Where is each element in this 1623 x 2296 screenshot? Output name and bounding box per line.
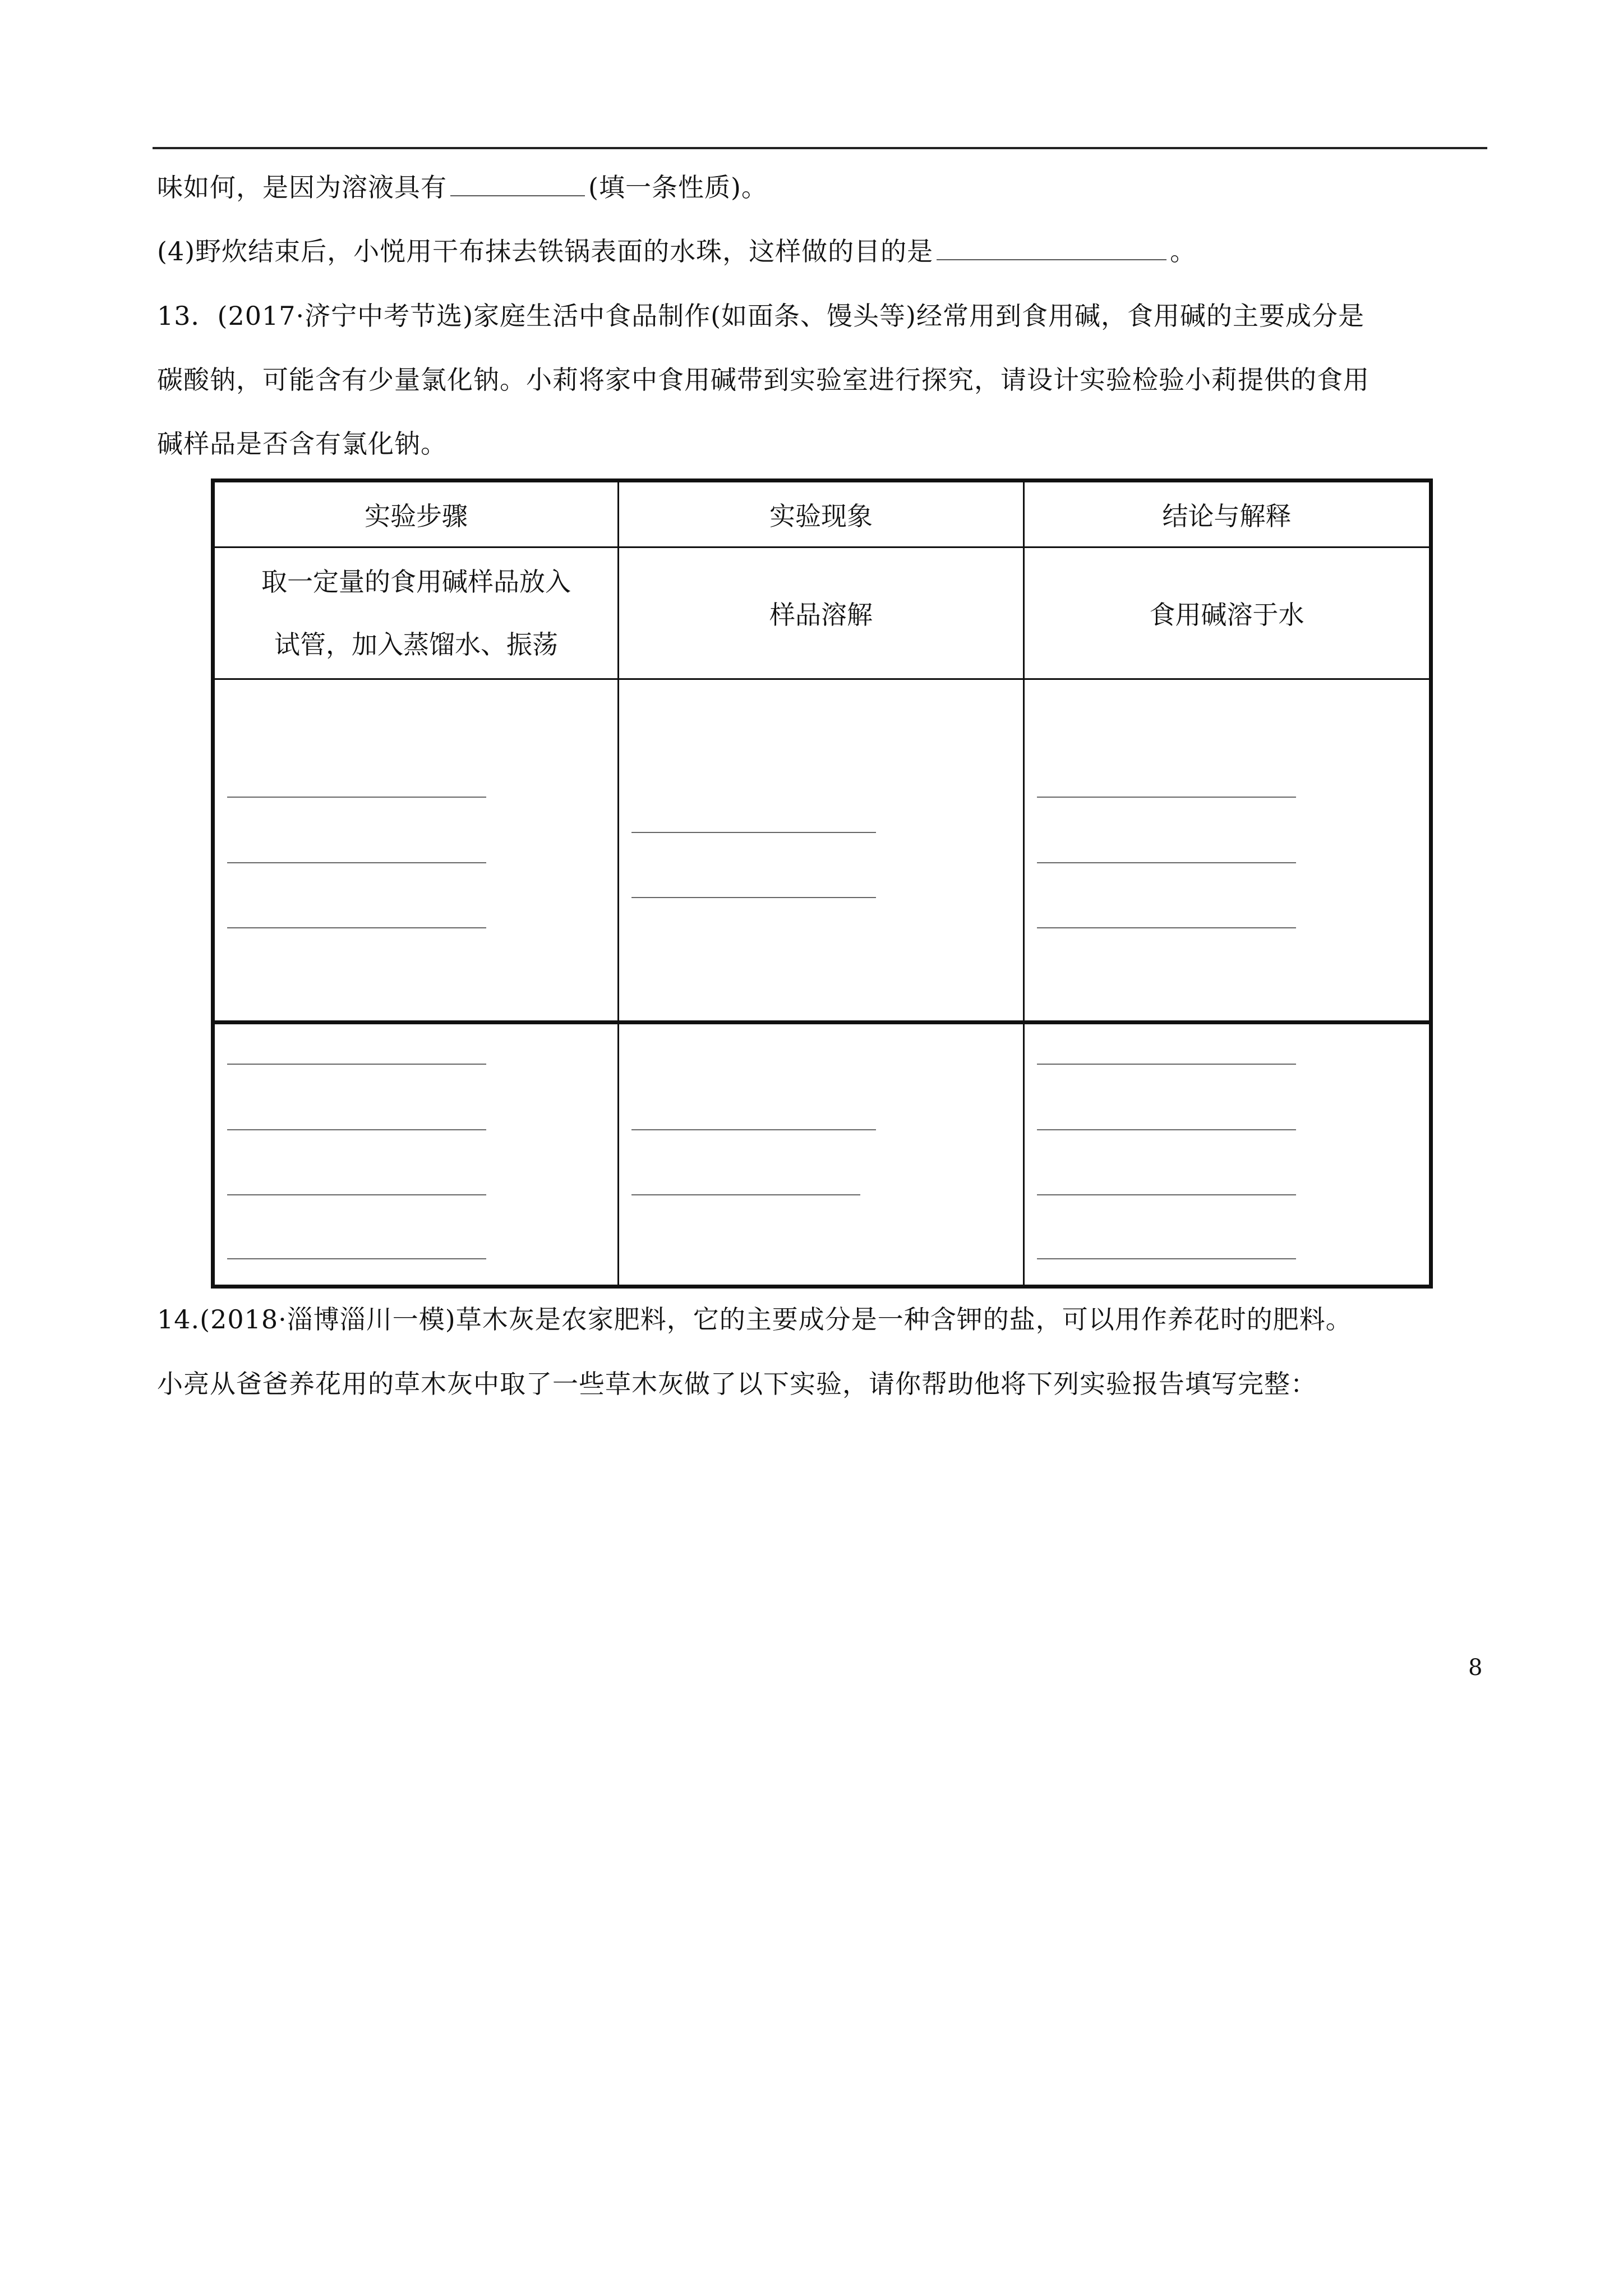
question-13-line-2: 碳酸钠，可能含有少量氯化钠。小莉将家中食用碱带到实验室进行探究，请设计实验检验小莉提供的食用 bbox=[157, 365, 1370, 395]
table-header-row bbox=[213, 481, 1431, 547]
fill-line[interactable] bbox=[631, 1129, 876, 1130]
text-segment: 味如何，是因为溶液具有 bbox=[157, 172, 447, 203]
fill-line[interactable] bbox=[227, 1064, 486, 1065]
header-cell-phenomenon: 实验现象 bbox=[619, 481, 1024, 547]
question-14-line-2: 小亮从爸爸养花用的草木灰中取了一些草木灰做了以下实验，请你帮助他将下列实验报告填写完整： bbox=[157, 1369, 1317, 1399]
cell-step-blank[interactable] bbox=[213, 679, 619, 1023]
page-number: 8 bbox=[1468, 1655, 1483, 1681]
fill-line[interactable] bbox=[227, 1129, 486, 1130]
fill-line[interactable] bbox=[631, 1194, 860, 1195]
text-line-1 bbox=[157, 171, 768, 204]
cell-conclusion-blank[interactable] bbox=[1024, 679, 1431, 1023]
fill-line[interactable] bbox=[227, 862, 486, 863]
step-text-line: 取一定量的食用碱样品放入 bbox=[261, 567, 571, 597]
fill-line[interactable] bbox=[227, 797, 486, 798]
cell-conclusion-blank[interactable] bbox=[1024, 1023, 1431, 1287]
cell-phenomenon-given: 样品溶解 bbox=[619, 547, 1024, 679]
answer-blank[interactable] bbox=[450, 171, 585, 196]
fill-line[interactable] bbox=[631, 832, 876, 833]
fill-line[interactable] bbox=[1037, 927, 1296, 928]
cell-phenomenon-blank[interactable] bbox=[619, 679, 1024, 1023]
answer-blank[interactable] bbox=[937, 234, 1166, 260]
fill-line[interactable] bbox=[1037, 862, 1296, 863]
fill-line[interactable] bbox=[1037, 1064, 1296, 1065]
question-14-line-1: 14.(2018·淄博淄川一模)草木灰是农家肥料，它的主要成分是一种含钾的盐，可以用作养花时的肥料。 bbox=[157, 1304, 1352, 1335]
fill-line[interactable] bbox=[227, 1194, 486, 1195]
question-13-line-1: 13．(2017·济宁中考节选)家庭生活中食品制作(如面条、馒头等)经常用到食用碱，食用碱的主要成分是 bbox=[157, 301, 1365, 331]
header-cell-steps: 实验步骤 bbox=[213, 481, 619, 547]
fill-line[interactable] bbox=[1037, 1194, 1296, 1195]
fill-line[interactable] bbox=[227, 927, 486, 928]
fill-line[interactable] bbox=[1037, 1129, 1296, 1130]
cell-conclusion-given: 食用碱溶于水 bbox=[1024, 547, 1431, 679]
table-row-blank-1 bbox=[213, 679, 1431, 1023]
step-text-line: 试管，加入蒸馏水、振荡 bbox=[274, 629, 558, 660]
cell-step-blank[interactable] bbox=[213, 1023, 619, 1287]
cell-phenomenon-blank[interactable] bbox=[619, 1023, 1024, 1287]
table-row-given bbox=[213, 547, 1431, 679]
question-13-line-3: 碱样品是否含有氯化钠。 bbox=[157, 429, 447, 459]
text-segment: (填一条性质)。 bbox=[588, 172, 768, 203]
text-segment: (4)野炊结束后，小悦用干布抹去铁锅表面的水珠，这样做的目的是 bbox=[157, 236, 934, 266]
header-cell-conclusion: 结论与解释 bbox=[1024, 481, 1431, 547]
text-segment: 。 bbox=[1170, 236, 1197, 266]
table-row-blank-2 bbox=[213, 1023, 1431, 1287]
fill-line[interactable] bbox=[631, 897, 876, 898]
cell-step-given bbox=[213, 547, 619, 679]
text-line-2 bbox=[157, 234, 1196, 268]
fill-line[interactable] bbox=[227, 1258, 486, 1259]
header-rule bbox=[153, 147, 1487, 149]
experiment-report-table bbox=[211, 478, 1433, 1289]
fill-line[interactable] bbox=[1037, 797, 1296, 798]
fill-line[interactable] bbox=[1037, 1258, 1296, 1259]
